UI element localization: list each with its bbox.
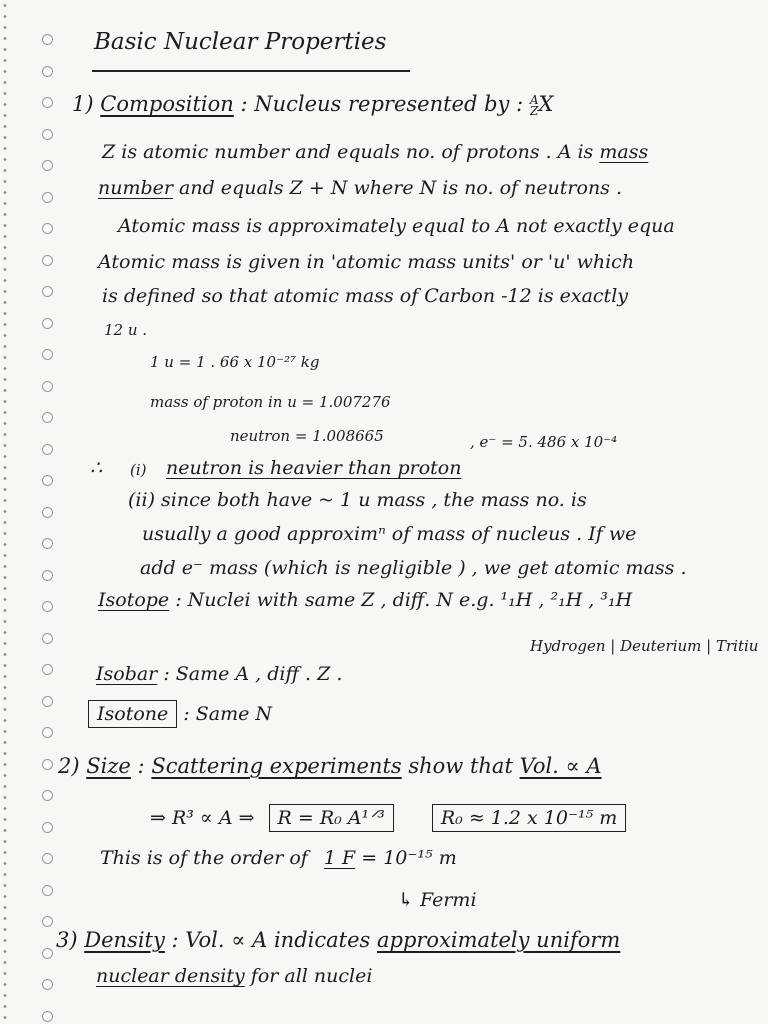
isobar-definition: : Same A , diff . Z .	[163, 663, 343, 685]
binder-hole	[42, 570, 53, 581]
binder-holes	[34, 0, 64, 1024]
proton-mass: mass of proton in u = 1.007276	[150, 393, 391, 411]
binder-hole	[42, 192, 53, 203]
point-i-text: neutron is heavier than proton	[166, 457, 462, 479]
electron-mass: , e⁻ = 5. 486 x 10⁻⁴	[470, 433, 618, 451]
binder-hole	[42, 507, 53, 518]
isobar-line	[96, 662, 342, 686]
binder-hole	[42, 97, 53, 108]
binder-hole	[42, 160, 53, 171]
binder-hole	[42, 633, 53, 644]
binder-hole	[42, 255, 53, 266]
binder-hole	[42, 664, 53, 675]
point-ii-line-1: (ii) since both have ~ 1 u mass , the mass no. is	[128, 489, 587, 511]
binder-hole	[42, 318, 53, 329]
binder-hole	[42, 1011, 53, 1022]
binder-hole	[42, 948, 53, 959]
binder-hole	[42, 601, 53, 612]
fermi-label: ↳ Fermi	[398, 889, 477, 911]
isotope-names: Hydrogen | Deuterium | Tritiu	[530, 637, 759, 655]
r0-value-box: R₀ ≈ 1.2 x 10⁻¹⁵ m	[432, 804, 626, 832]
section-number: 2)	[58, 754, 80, 778]
title-underline	[92, 70, 410, 72]
composition-line-6: 12 u .	[104, 321, 148, 339]
isotone-line	[88, 700, 272, 728]
binder-hole	[42, 286, 53, 297]
isotope-line	[98, 588, 632, 612]
binder-hole	[42, 759, 53, 770]
nuclide-symbol: X	[538, 92, 554, 116]
fermi-order-line: This is of the order of 1 F = 10⁻¹⁵ m	[100, 847, 457, 869]
binder-hole	[42, 538, 53, 549]
isotone-label: Isotone	[88, 700, 177, 728]
binder-hole	[42, 822, 53, 833]
binder-hole	[42, 696, 53, 707]
composition-heading-line	[72, 92, 553, 117]
binder-hole	[42, 790, 53, 801]
scattering-experiments: Scattering experiments	[151, 754, 402, 778]
nuclide-notation: A Z	[529, 92, 539, 118]
size-heading: Size	[86, 754, 131, 778]
binder-hole	[42, 129, 53, 140]
density-line-2: nuclear density for all nuclei	[96, 965, 373, 987]
binder-hole	[42, 349, 53, 360]
composition-line-3: Atomic mass is approximately equal to A not exactly equa	[118, 215, 675, 237]
page-title: Basic Nuclear Properties	[94, 29, 387, 55]
composition-line-1: Z is atomic number and equals no. of protons . A is mass	[102, 141, 649, 163]
composition-heading-rest: : Nucleus represented by :	[240, 92, 524, 116]
binder-hole	[42, 66, 53, 77]
isobar-label: Isobar	[96, 663, 158, 685]
neutron-mass: neutron = 1.008665	[230, 427, 384, 445]
binder-hole	[42, 34, 53, 45]
density-heading-line: 3) Density : Vol. ∝ A indicates approximately uniform	[56, 928, 621, 952]
binder-hole	[42, 853, 53, 864]
composition-heading: Composition	[100, 92, 234, 116]
composition-line-5: is defined so that atomic mass of Carbon -12 is exactly	[102, 285, 629, 307]
isotope-definition: : Nuclei with same Z , diff. N e.g.	[175, 589, 495, 611]
isotope-label: Isotope	[98, 589, 170, 611]
perforated-edge	[2, 0, 8, 1024]
therefore-symbol: ∴	[90, 457, 103, 479]
point-ii-line-2: usually a good approximⁿ of mass of nucleus . If we	[142, 523, 637, 545]
binder-hole	[42, 885, 53, 896]
binder-hole	[42, 223, 53, 234]
section-number: 3)	[56, 928, 78, 952]
composition-line-4: Atomic mass is given in 'atomic mass units' or 'u' which	[98, 251, 635, 273]
density-heading: Density	[84, 928, 165, 952]
binder-hole	[42, 381, 53, 392]
radius-relation-line: ⇒ R³ ∝ A ⇒ R = R₀ A¹ᐟ³ R₀ ≈ 1.2 x 10⁻¹⁵ m	[150, 804, 626, 832]
volume-proportional: Vol. ∝ A	[519, 754, 602, 778]
point-ii-line-3: add e⁻ mass (which is negligible ) , we get atomic mass .	[140, 557, 687, 579]
radius-formula-box: R = R₀ A¹ᐟ³	[269, 804, 394, 832]
binder-hole	[42, 916, 53, 927]
binder-hole	[42, 412, 53, 423]
atomic-mass-unit-definition: 1 u = 1 . 66 x 10⁻²⁷ kg	[150, 353, 320, 371]
point-i-number: (i)	[130, 461, 147, 479]
one-fermi: 1 F	[323, 847, 356, 869]
binder-hole	[42, 444, 53, 455]
binder-hole	[42, 475, 53, 486]
section-number: 1)	[72, 92, 94, 116]
composition-line-2: number and equals Z + N where N is no. of neutrons .	[98, 177, 623, 199]
isotope-examples: ¹₁H , ²₁H , ³₁H	[500, 589, 633, 611]
size-heading-line: 2) Size : Scattering experiments show that Vol. ∝ A	[58, 754, 602, 778]
binder-hole	[42, 979, 53, 990]
isotone-definition: : Same N	[183, 703, 273, 725]
binder-hole	[42, 727, 53, 738]
